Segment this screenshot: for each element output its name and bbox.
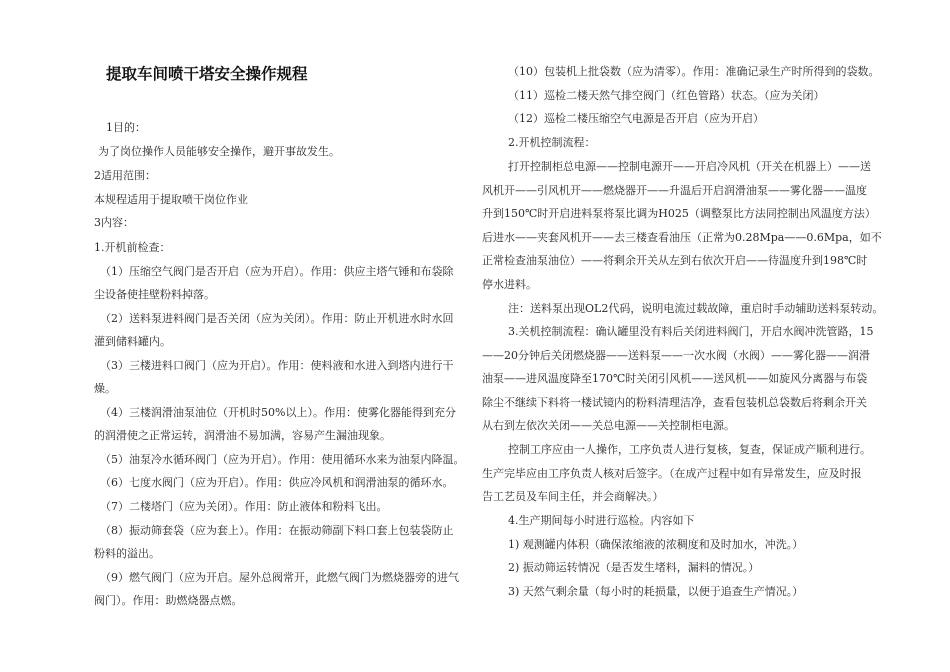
check-item-4-line2: 的润滑使之正常运转，润滑油不易加满，容易产生漏油现象。 [94, 429, 391, 442]
control-line-2: 生产完毕应由工序负责人核对后签字。（在成产过程中如有异常发生，应及时报 [482, 467, 862, 480]
section-scope-heading: 2适用范围： [94, 169, 156, 182]
check-item-2-line2: 灌到储料罐内。 [94, 335, 171, 348]
inspection-item-1: 1) 观测罐内体积（确保浓缩液的浓稠度和及时加水，冲洗。） [508, 538, 804, 551]
shutdown-line-4: 除尘不继续下料将一楼试镜内的粉料清理洁净，查看包装机总袋数后将剩余开关 [482, 396, 867, 409]
shutdown-line-5: 从右到左依次关闭——关总电源——关控制柜电源。 [482, 419, 735, 432]
section-purpose-heading: 1目的： [106, 121, 146, 134]
document-title: 提取车间喷干塔安全操作规程 [106, 65, 308, 83]
inspection-item-3: 3) 天然气剩余量（每小时的耗损量，以便于追查生产情况。） [508, 585, 804, 598]
startup-line-4: 后进水——夹套风机开——去三楼查看油压（正常为0.28Mpa——0.6Mpa，如不 [482, 231, 882, 244]
check-item-8-line2: 粉料的溢出。 [94, 547, 160, 560]
control-line-1: 控制工序应由一人操作，工序负责人进行复核，复查，保证成产顺利进行。 [508, 443, 871, 456]
startup-line-6: 停水进料。 [482, 278, 537, 291]
precheck-heading: 1.开机前检查： [94, 241, 171, 254]
startup-line-1: 打开控制柜总电源——控制电源开——开启冷风机（开关在机器上）——送 [508, 160, 871, 173]
inspection-heading: 4.生产期间每小时进行巡检。内容如下 [508, 514, 695, 527]
check-item-1-line1: （1）压缩空气阀门是否开启（应为开启）。作用：供应主塔气锤和布袋除 [100, 265, 454, 278]
check-item-5: （5）油泵冷水循环阀门（应为开启）。作用：使用循环水来为油泵内降温。 [100, 453, 465, 466]
shutdown-line-1: 3.关机控制流程：确认罐里没有料后关闭进料阀门，开启水阀冲洗管路，15 [508, 325, 874, 338]
shutdown-line-2: ——20分钟后关闭燃烧器——送料泵——一次水阀（水阀）——雾化器——润滑 [482, 349, 870, 362]
check-item-8-line1: （8）振动筛套袋（应为套上）。作用：在振动筛副下料口套上包装袋防止 [100, 524, 454, 537]
shutdown-line-3: 油泵——进风温度降至170℃时关闭引风机——送风机——如旋风分离器与布袋 [482, 372, 868, 385]
startup-line-5: 正常检查油泵油位）——将剩余开关从左到右依次开启——待温度升到198℃时 [482, 254, 868, 267]
check-item-4-line1: （4）三楼润滑油泵油位（开机时50%以上）。作用：使雾化器能得到充分 [100, 406, 456, 419]
check-item-6: （6）七度水阀门（应为开启）。作用：供应冷风机和润滑油泵的循环水。 [100, 476, 454, 489]
check-item-2-line1: （2）送料泵进料阀门是否关闭（应为关闭）。作用：防止开机进水时水回 [100, 312, 454, 325]
check-item-10: （10）包装机上批袋数（应为清零）。作用：准确记录生产时所得到的袋数。 [508, 65, 880, 78]
control-line-3: 告工艺员及车间主任，并会商解决。） [482, 490, 664, 503]
section-content-heading: 3内容： [94, 216, 134, 229]
check-item-3-line1: （3）三楼进料口阀门（应为开启）。作用：使料液和水进入到塔内进行干 [100, 359, 454, 372]
check-item-11: （11）巡检二楼天然气排空阀门（红色管路）状态。（应为关闭） [508, 89, 825, 102]
startup-line-2: 风机开——引风机开——燃烧器开——升温后开启润滑油泵——雾化器——温度 [482, 184, 867, 197]
startup-heading: 2.开机控制流程： [508, 136, 596, 149]
check-item-3-line2: 燥。 [94, 382, 116, 395]
inspection-item-2: 2) 振动筛运转情况（是否发生堵料，漏料的情况。） [508, 561, 760, 574]
check-item-9-line2: 阀门）。作用：助燃烧器点燃。 [94, 594, 243, 607]
purpose-text: 为了岗位操作人员能够安全操作，避开事故发生。 [98, 145, 340, 158]
check-item-7: （7）二楼塔门（应为关闭）。作用：防止液体和粉料飞出。 [100, 500, 388, 513]
scope-text: 本规程适用于提取喷干岗位作业 [94, 193, 248, 206]
check-item-1-line2: 尘设备使挂壁粉料掉落。 [94, 288, 215, 301]
startup-line-3: 升到150℃时开启进料泵将泵比调为H025（调整泵比方法同控制出风温度方法） [482, 207, 876, 220]
note-line: 注：送料泵出现OL2代码，说明电流过载故障，重启时手动辅助送料泵转动。 [508, 302, 884, 315]
check-item-9-line1: （9）燃气阀门（应为开启。屋外总阀常开，此燃气阀门为燃烧器旁的进气 [100, 571, 459, 584]
check-item-12: （12）巡检二楼压缩空气电源是否开启（应为开启） [508, 112, 764, 125]
